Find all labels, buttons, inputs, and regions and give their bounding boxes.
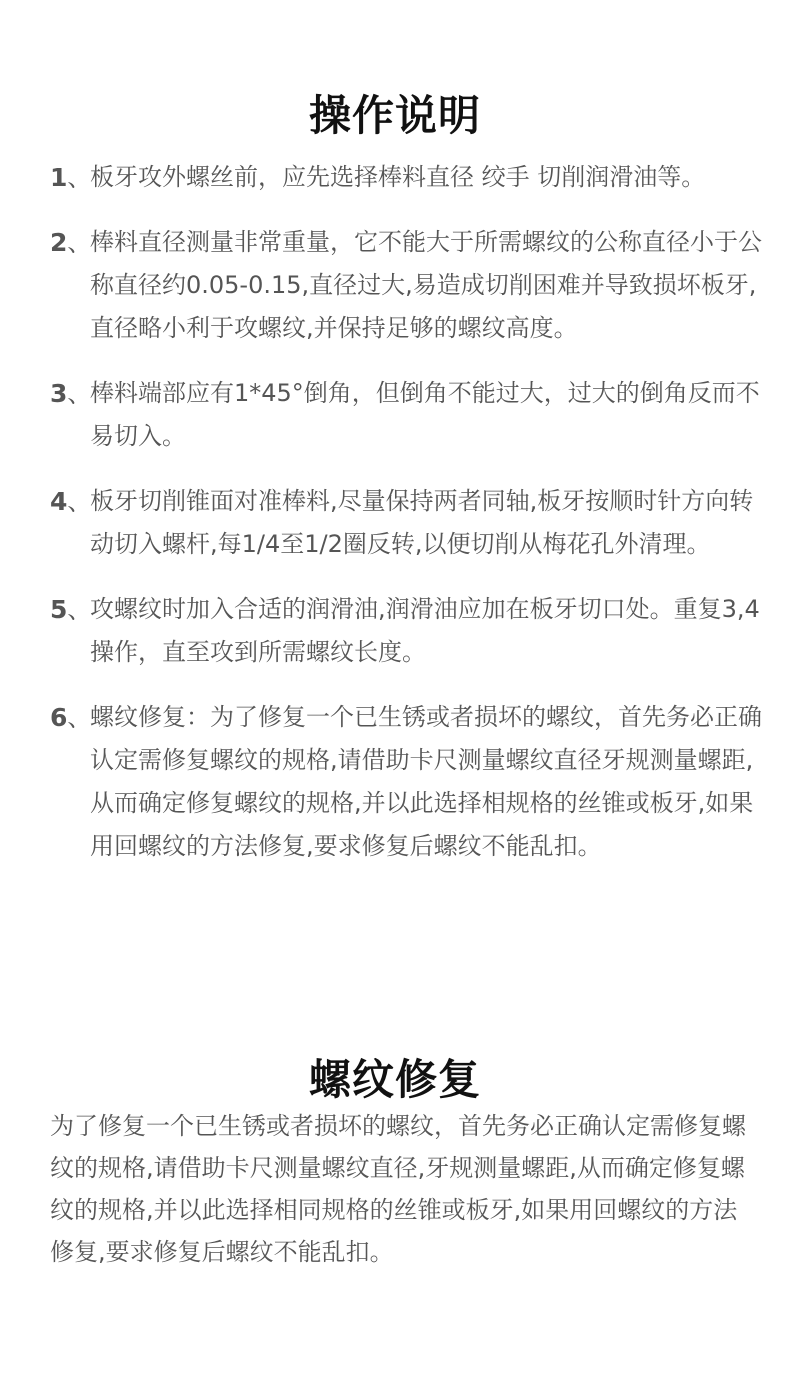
step-number [50,588,91,632]
step-separator: 、 [67,380,92,408]
step-text: 板牙攻外螺丝前，应先选择棒料直径 绞手 切削润滑油等。 [90,163,706,191]
step-number-value: 4 [50,487,68,516]
step-item-6 [50,696,770,868]
step-text: 螺纹修复：为了修复一个已生锈或者损坏的螺纹，首先务必正确认定需修复螺纹的规格,请借助卡尺测量螺纹直径牙规测量螺距,从而确定修复螺纹的规格,并以此选择相规格的丝锥或板牙,如果用回螺纹的方法修复,要求修复后螺纹不能乱扣。 [90,703,762,860]
step-number-value: 6 [50,703,68,732]
step-number-value: 5 [50,595,68,624]
repair-title: 螺纹修复 [308,1054,481,1104]
step-number [50,372,91,416]
step-text: 板牙切削锥面对准棒料,尽量保持两者同轴,板牙按顺时针方向转动切入螺杆,每1/4至1/2圈反转,以便切削从梅花孔外清理。 [90,487,754,558]
step-text: 棒料端部应有1*45°倒角，但倒角不能过大，过大的倒角反而不易切入。 [90,379,760,450]
step-separator: 、 [67,704,92,732]
instructions-title: 操作说明 [308,91,481,141]
step-text: 攻螺纹时加入合适的润滑油,润滑油应加在板牙切口处。重复3,4操作，直至攻到所需螺纹长度。 [90,595,760,666]
step-item-5 [50,588,770,674]
repair-paragraph: 为了修复一个已生锈或者损坏的螺纹，首先务必正确认定需修复螺纹的规格,请借助卡尺测量螺纹直径,牙规测量螺距,从而确定修复螺纹的规格,并以此选择相同规格的丝锥或板牙,如果用回螺纹的方法修复,要求修复后螺纹不能乱扣。 [50,1112,746,1266]
step-number-value: 3 [50,379,68,408]
step-number-value: 1 [50,163,68,192]
step-item-3 [50,372,770,458]
step-separator: 、 [67,596,92,624]
step-item-4 [50,480,770,566]
step-separator: 、 [67,229,92,257]
step-number [50,156,91,200]
step-item-1 [50,156,770,199]
step-number [50,480,91,524]
step-separator: 、 [67,164,92,192]
step-number-value: 2 [50,228,68,257]
step-text: 棒料直径测量非常重量，它不能大于所需螺纹的公称直径小于公称直径约0.05-0.15,直径过大,易造成切削困难并导致损坏板牙,直径略小利于攻螺纹,并保持足够的螺纹高度。 [90,228,762,342]
step-number [50,696,91,740]
step-number [50,221,91,265]
step-separator: 、 [67,488,92,516]
instruction-steps [50,156,770,890]
step-item-2 [50,221,770,350]
